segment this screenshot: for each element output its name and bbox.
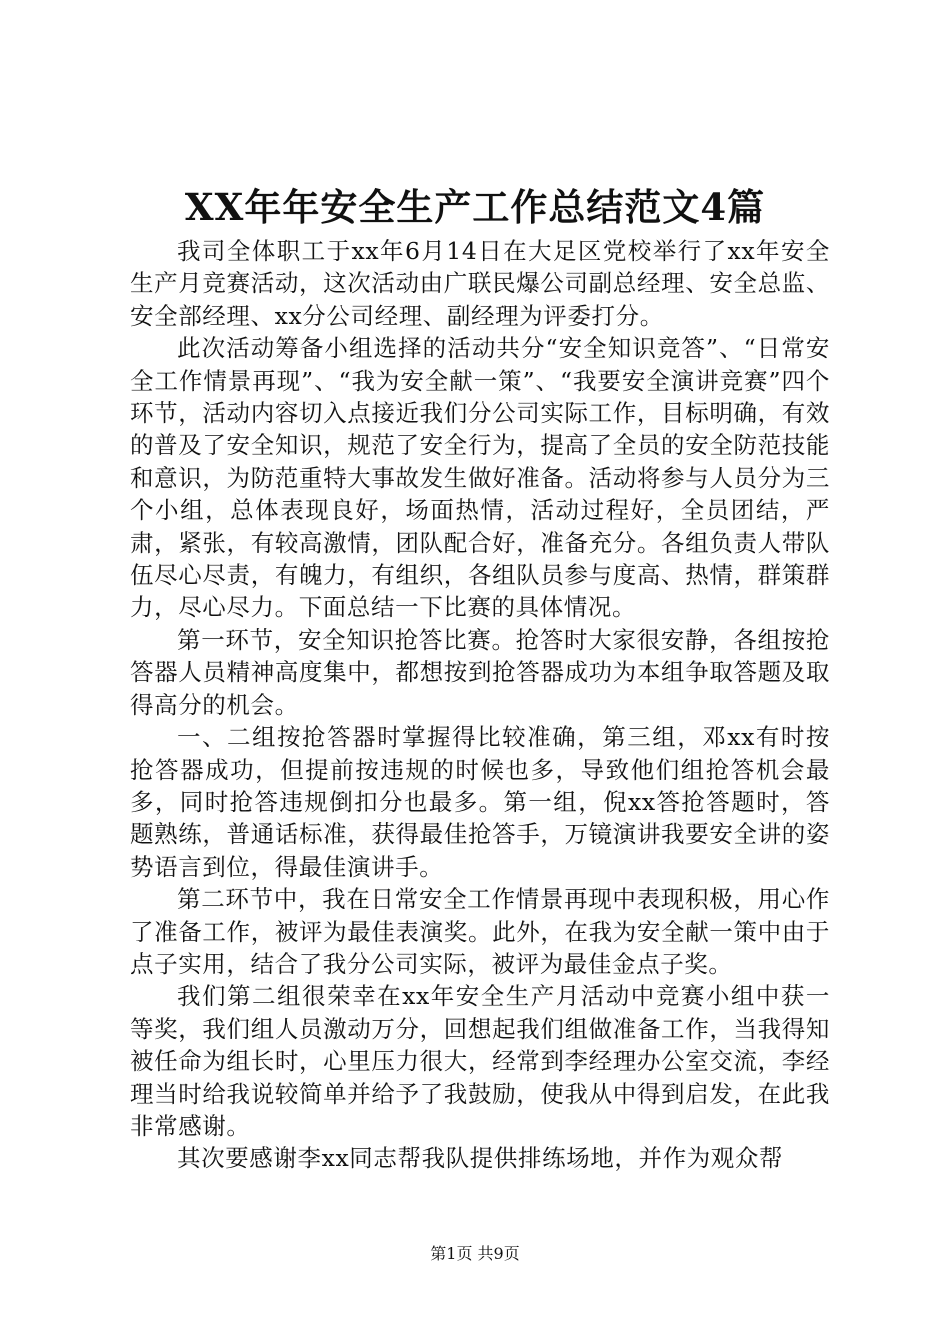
paragraph: 其次要感谢李xx同志帮我队提供排练场地，并作为观众帮 — [177, 1144, 784, 1173]
document-body — [130, 235, 830, 1175]
paragraph: 此次活动筹备小组选择的活动共分“安全知识竞答”、“日常安全工作情景再现”、“我为安全献一策”、“我要安全演讲竞赛”四个环节，活动内容切入点接近我们分公司实际工作，目标明确，有效的普及了安全知识，规范了安全行为，提高了全员的安全防范技能和意识，为防范重特大事故发生做好准备。活动将参与人员分为三个小组，总体表现良好，场面热情，活动过程好，全员团结，严肃，紧张，有较高激情，团队配合好，准备充分。各组负责人带队伍尽心尽责，有魄力，有组织，各组队员参与度高、热情，群策群力，尽心尽力。下面总结一下比赛的具体情况。 — [130, 334, 830, 622]
paragraph: 第一环节，安全知识抢答比赛。抢答时大家很安静，各组按抢答器人员精神高度集中，都想按到抢答器成功为本组争取答题及取得高分的机会。 — [130, 625, 830, 719]
paragraph: 我们第二组很荣幸在xx年安全生产月活动中竞赛小组中获一等奖，我们组人员激动万分，回想起我们组做准备工作，当我得知被任命为组长时，心里压力很大，经常到李经理办公室交流，李经理当时给我说较简单并给予了我鼓励，使我从中得到启发，在此我非常感谢。 — [130, 982, 830, 1140]
paragraph: 第二环节中，我在日常安全工作情景再现中表现积极，用心作了准备工作，被评为最佳表演奖。此外，在我为安全献一策中由于点子实用，结合了我分公司实际，被评为最佳金点子奖。 — [130, 885, 830, 978]
paragraph: 我司全体职工于xx年6月14日在大足区党校举行了xx年安全生产月竞赛活动，这次活动由广联民爆公司副总经理、安全总监、安全部经理、xx分公司经理、副经理为评委打分。 — [130, 237, 830, 330]
page-footer — [0, 1243, 950, 1265]
document-title: XX年年安全生产工作总结范文4篇 — [184, 185, 766, 229]
page-number: 第1页 共9页 — [430, 1244, 520, 1263]
paragraph: 一、二组按抢答器时掌握得比较准确，第三组，邓xx有时按抢答器成功，但提前按违规的时候也多，导致他们组抢答机会最多，同时抢答违规倒扣分也最多。第一组，倪xx答抢答题时，答题熟练，普通话标准，获得最佳抢答手，万镜演讲我要安全讲的姿势语言到位，得最佳演讲手。 — [130, 723, 830, 881]
